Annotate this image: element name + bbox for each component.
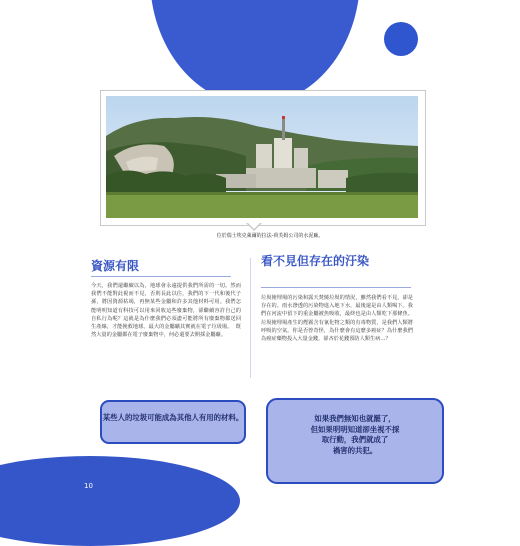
right-section-body: 垃圾掩埋場的污染和露天焚燒垃圾的情況，雖然我們看不見，卻是存在的。雨水滲透的污染物進入地下水，最後還是由人類喝下。我們在河流中留下的重金屬被魚吸收，最終也是由人類吃下那條魚。垃圾掩埋場產生的煙霧含有氰化物之類的有毒物質，是我們人類將呼吸的空氣。你是否曾奇怪，為什麼會有這麼多癌症？為什麼我們為癌症藥物投入大量金錢，卻吝於花錢預防人類生病…？: [261, 295, 413, 343]
right-heading-rule: [261, 287, 411, 288]
right-section-heading: 看不見但存在的汙染: [261, 254, 370, 268]
quote-right-text: 如果我們無知也就罷了， 但如果明明知道卻坐視不採 取行動，我們就成了 禍害的共犯。: [310, 414, 400, 455]
left-section-body: 今天，我們還繼續以為，地球會永遠提供我們所需的一切。然而我們不能對此視而不見，否則長此以往，我們的下一代和後代子孫，將因資源枯竭，再無某些金屬和許多其他材料可用。我們怎能明明知道有科技可以用來回收這些廢棄物，卻繼續容許自己的自私行為呢？這就是為什麼我們必須盡可能將所有廢棄物都送回生產線，才能挽救地球。最大的金屬礦其實就在電子垃圾場。 既然大量的金屬都在電子廢棄物中，何必還要去開採金屬礦。: [91, 283, 241, 339]
caption-pointer-fill: [247, 222, 261, 229]
photo-caption: 位於瑞士埃克萊爾的拉法-荷芙姆公司的水泥廠。: [216, 233, 324, 239]
decorative-blue-shape-bottom: [0, 456, 240, 546]
quote-box-left: [100, 400, 246, 444]
left-heading-rule: [91, 276, 231, 277]
quote-box-right: [266, 398, 444, 484]
column-divider: [250, 258, 251, 378]
decorative-blue-dot: [384, 22, 418, 56]
photo-frame: [100, 90, 426, 226]
page-number: 10: [84, 482, 93, 490]
cement-plant-photo: [106, 96, 418, 218]
left-section-heading: 資源有限: [91, 259, 140, 273]
quote-left-text: 某些人的垃圾可能成為其他人有用的材料。: [102, 413, 244, 422]
